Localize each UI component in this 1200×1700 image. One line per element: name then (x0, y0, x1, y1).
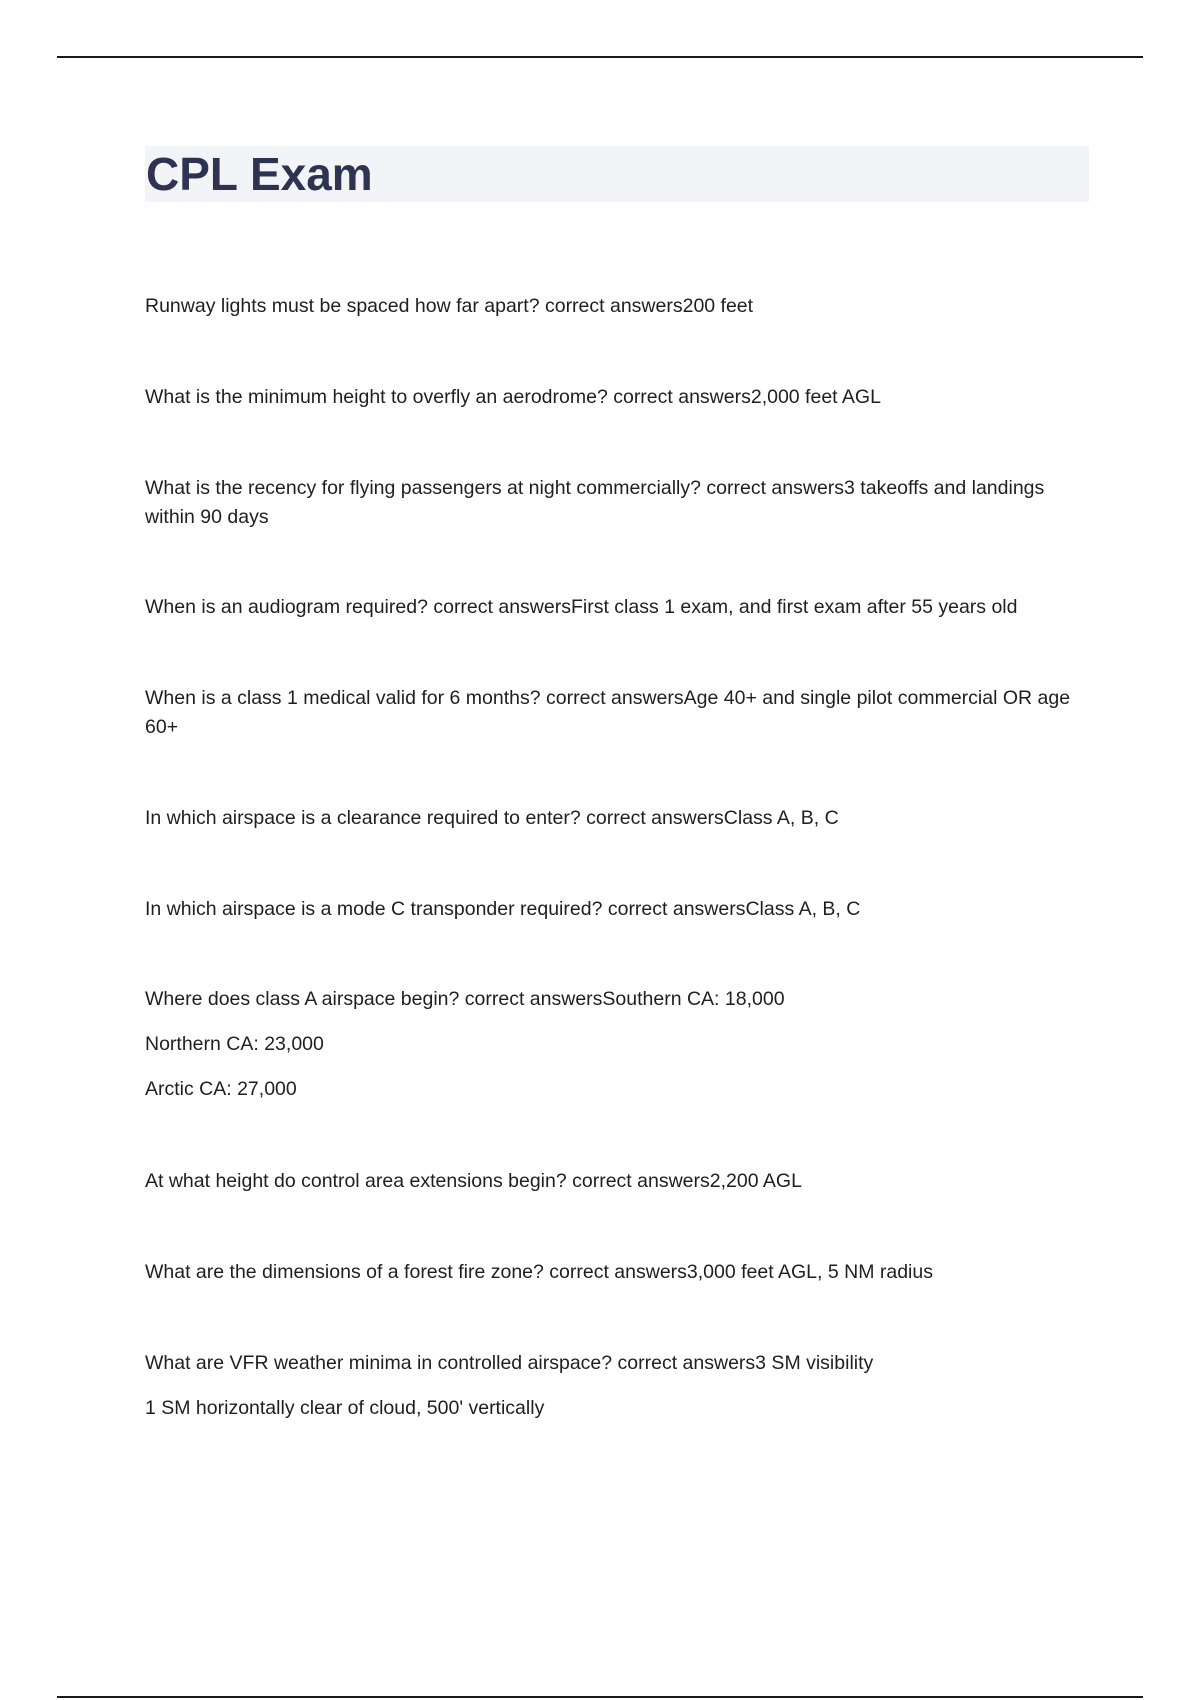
question-text: What is the recency for flying passengers at night commercially? (145, 477, 701, 499)
top-divider (57, 56, 1143, 58)
qa-line (145, 985, 1089, 1014)
question-text: Where does class A airspace begin? (145, 988, 460, 1010)
answer-marker: correct answers (706, 477, 845, 499)
qa-item (145, 1167, 1089, 1196)
qa-item (145, 593, 1089, 622)
qa-item (145, 292, 1089, 321)
question-text: What are the dimensions of a forest fire zone? (145, 1261, 544, 1283)
answer-marker: correct answers (546, 687, 684, 709)
qa-line (145, 1349, 1089, 1378)
answer-marker: correct answers (433, 596, 571, 618)
qa-line (145, 292, 1089, 321)
answer-text: 3 SM visibility (755, 1352, 874, 1374)
answer-text: 3,000 feet AGL, 5 NM radius (686, 1261, 933, 1283)
answer-text: 2,000 feet AGL (750, 386, 881, 408)
qa-line (145, 804, 1089, 833)
answer-text: First class 1 exam, and first exam after 55 years old (570, 596, 1018, 618)
bottom-divider (57, 1696, 1143, 1698)
answer-continuation: 1 SM horizontally clear of cloud, 500' vertically (145, 1397, 545, 1419)
qa-line (145, 895, 1089, 924)
qa-item (145, 383, 1089, 412)
qa-item (145, 1258, 1089, 1287)
question-text: At what height do control area extensions begin? (145, 1170, 567, 1192)
answer-text: Age 40+ and single pilot commercial OR age 60+ (145, 687, 1071, 738)
answer-marker: correct answers (617, 1352, 756, 1374)
answer-text: 200 feet (682, 295, 754, 317)
answer-text: Class A, B, C (745, 898, 861, 920)
qa-item (145, 684, 1089, 742)
question-text: In which airspace is a clearance required to enter? (145, 807, 581, 829)
answer-text: Class A, B, C (723, 807, 839, 829)
answer-marker: correct answers (613, 386, 751, 408)
qa-line (145, 684, 1089, 742)
answer-text: Southern CA: 18,000 (602, 988, 785, 1010)
answer-marker: correct answers (586, 807, 724, 829)
answer-marker: correct answers (549, 1261, 687, 1283)
question-text: When is an audiogram required? (145, 596, 428, 618)
qa-item (145, 985, 1089, 1104)
question-text: What are VFR weather minima in controlled airspace? (145, 1352, 613, 1374)
answer-marker: correct answers (544, 295, 683, 317)
qa-item (145, 895, 1089, 924)
qa-item (145, 474, 1089, 532)
answer-continuation: Northern CA: 23,000 (145, 1033, 324, 1055)
question-text: In which airspace is a mode C transponder required? (145, 898, 603, 920)
answer-text: 3 takeoffs and landings within 90 days (145, 477, 1045, 528)
question-text: What is the minimum height to overfly an aerodrome? (145, 386, 608, 408)
qa-line (145, 383, 1089, 412)
qa-item (145, 804, 1089, 833)
answer-continuation: Arctic CA: 27,000 (145, 1078, 297, 1100)
question-text: When is a class 1 medical valid for 6 months? (145, 687, 541, 709)
answer-marker: correct answers (607, 898, 746, 920)
qa-line (145, 474, 1089, 532)
answer-marker: correct answers (464, 988, 603, 1010)
qa-line (145, 1167, 1089, 1196)
question-text: Runway lights must be spaced how far apart? (145, 295, 540, 317)
answer-text: 2,200 AGL (709, 1170, 802, 1192)
qa-item (145, 1349, 1089, 1423)
qa-line (145, 1258, 1089, 1287)
qa-line (145, 593, 1089, 622)
page-title: CPL Exam (146, 148, 373, 200)
answer-marker: correct answers (572, 1170, 710, 1192)
